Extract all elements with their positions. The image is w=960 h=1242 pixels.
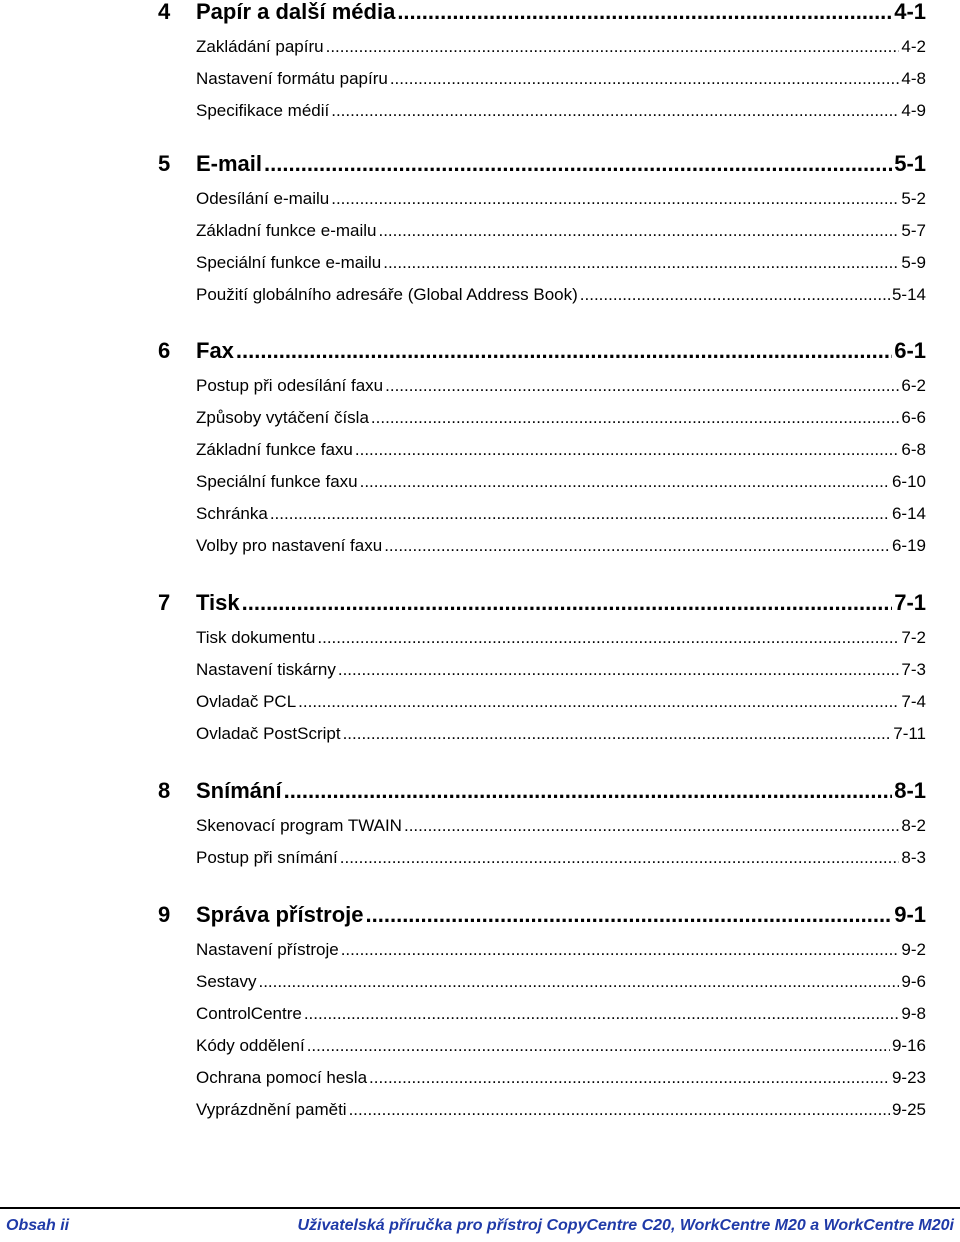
- entry-line: [196, 971, 926, 993]
- dot-leader: [378, 220, 899, 242]
- entry-page-number: 6-10: [891, 472, 926, 491]
- chapter-title: Snímání: [196, 778, 282, 803]
- entry-line: [196, 815, 926, 837]
- dot-leader: [390, 68, 900, 90]
- entry-title: Sestavy: [196, 972, 257, 991]
- entry-title: ControlCentre: [196, 1004, 302, 1023]
- chapter-title: Tisk: [196, 590, 240, 615]
- entry-line: [196, 723, 926, 745]
- toc-chapter-heading[interactable]: [0, 0, 960, 36]
- entry-title: Volby pro nastavení faxu: [196, 536, 383, 555]
- toc-chapter: [0, 0, 960, 120]
- toc-entry[interactable]: [0, 250, 960, 282]
- chapter-line: [196, 150, 926, 178]
- entry-page-number: 5-14: [891, 285, 926, 304]
- entry-page-number: 5-2: [901, 189, 926, 208]
- chapter-number: 9: [158, 902, 171, 927]
- toc-chapter: [0, 778, 960, 867]
- dot-leader: [340, 847, 900, 869]
- entry-page-number: 7-2: [901, 628, 926, 647]
- entry-page-number: 7-11: [893, 724, 926, 743]
- toc-chapter-heading[interactable]: [0, 591, 960, 627]
- entry-title: Ovladač PostScript: [196, 724, 341, 743]
- entry-line: [196, 627, 926, 649]
- dot-leader: [385, 375, 899, 397]
- entry-title: Postup při snímání: [196, 848, 338, 867]
- entry-page-number: 4-2: [901, 37, 926, 56]
- entry-line: [196, 1003, 926, 1025]
- dot-leader: [383, 252, 899, 274]
- dot-leader: [360, 471, 890, 493]
- toc-entry[interactable]: [0, 625, 960, 657]
- entry-page-number: 5-9: [901, 253, 926, 272]
- chapter-line: [196, 901, 926, 929]
- entry-title: Schránka: [196, 504, 268, 523]
- chapter-page-number: 7-1: [894, 590, 926, 615]
- chapter-line: [196, 0, 926, 26]
- toc-entry[interactable]: [0, 501, 960, 533]
- entry-title: Nastavení tiskárny: [196, 660, 336, 679]
- entry-line: [196, 1067, 926, 1089]
- entry-page-number: 8-3: [901, 848, 926, 867]
- dot-leader: [404, 815, 899, 837]
- chapter-number: 4: [158, 0, 171, 24]
- entry-title: Vyprázdnění paměti: [196, 1100, 347, 1119]
- toc-entry[interactable]: [0, 1001, 960, 1033]
- dot-leader: [349, 1099, 890, 1121]
- entry-title: Způsoby vytáčení čísla: [196, 408, 369, 427]
- entry-line: [196, 439, 926, 461]
- entry-line: [196, 252, 926, 274]
- entry-line: [196, 68, 926, 90]
- entry-title: Základní funkce faxu: [196, 440, 353, 459]
- footer-rule: [0, 1207, 960, 1209]
- chapter-title: Správa přístroje: [196, 902, 364, 927]
- entry-page-number: 6-14: [891, 504, 926, 523]
- entry-line: [196, 375, 926, 397]
- toc-entry[interactable]: [0, 1097, 960, 1129]
- toc-entry[interactable]: [0, 34, 960, 66]
- toc-entry[interactable]: [0, 969, 960, 1001]
- toc-chapter-heading[interactable]: [0, 779, 960, 815]
- toc-entry[interactable]: [0, 1065, 960, 1097]
- entry-title: Tisk dokumentu: [196, 628, 316, 647]
- entry-line: [196, 659, 926, 681]
- dot-leader: [331, 188, 899, 210]
- toc-entry[interactable]: [0, 218, 960, 250]
- toc-entry[interactable]: [0, 437, 960, 469]
- dot-leader: [264, 150, 892, 178]
- entry-title: Kódy oddělení: [196, 1036, 305, 1055]
- chapter-line: [196, 777, 926, 805]
- dot-leader: [338, 659, 900, 681]
- toc-entry[interactable]: [0, 657, 960, 689]
- chapter-number: 6: [158, 338, 171, 363]
- dot-leader: [270, 503, 890, 525]
- chapter-line: [196, 337, 926, 365]
- toc-chapter: [0, 151, 960, 304]
- dot-leader: [307, 1035, 890, 1057]
- entry-page-number: 9-23: [891, 1068, 926, 1087]
- entry-line: [196, 503, 926, 525]
- entry-line: [196, 535, 926, 557]
- entry-title: Speciální funkce e-mailu: [196, 253, 382, 272]
- entry-title: Specifikace médií: [196, 101, 330, 120]
- entry-title: Ovladač PCL: [196, 692, 297, 711]
- toc-entry[interactable]: [0, 186, 960, 218]
- toc-entry[interactable]: [0, 405, 960, 437]
- entry-page-number: 9-16: [891, 1036, 926, 1055]
- entry-title: Skenovací program TWAIN: [196, 816, 402, 835]
- toc-entry[interactable]: [0, 845, 960, 877]
- dot-leader: [366, 901, 893, 929]
- toc-chapter-heading[interactable]: [0, 152, 960, 188]
- chapter-number: 5: [158, 151, 171, 176]
- chapter-page-number: 8-1: [894, 778, 926, 803]
- entry-line: [196, 691, 926, 713]
- toc-entry[interactable]: [0, 469, 960, 501]
- dot-leader: [343, 723, 892, 745]
- entry-line: [196, 36, 926, 58]
- dot-leader: [341, 939, 900, 961]
- footer-section-label: Obsah ii: [6, 1217, 70, 1234]
- toc-entry[interactable]: [0, 533, 960, 565]
- entry-title: Ochrana pomocí hesla: [196, 1068, 368, 1087]
- entry-page-number: 9-6: [901, 972, 926, 991]
- dot-leader: [369, 1067, 890, 1089]
- dot-leader: [326, 36, 900, 58]
- entry-line: [196, 847, 926, 869]
- toc-chapter: [0, 338, 960, 555]
- entry-line: [196, 100, 926, 122]
- chapter-page-number: 6-1: [894, 338, 926, 363]
- toc-entry[interactable]: [0, 937, 960, 969]
- toc-entry[interactable]: [0, 813, 960, 845]
- dot-leader: [355, 439, 900, 461]
- chapter-title: Papír a další média: [196, 0, 396, 24]
- dot-leader: [331, 100, 899, 122]
- entry-line: [196, 1035, 926, 1057]
- toc-entry[interactable]: [0, 689, 960, 721]
- footer-manual-title: Uživatelská příručka pro přístroj CopyCentre C20, WorkCentre M20 a WorkCentre M20i: [297, 1217, 954, 1234]
- entry-page-number: 7-4: [901, 692, 926, 711]
- entry-line: [196, 471, 926, 493]
- entry-line: [196, 1099, 926, 1121]
- toc-chapter-heading[interactable]: [0, 903, 960, 939]
- entry-line: [196, 407, 926, 429]
- chapter-line: [196, 589, 926, 617]
- entry-page-number: 9-25: [891, 1100, 926, 1119]
- toc-entry[interactable]: [0, 1033, 960, 1065]
- entry-page-number: 4-9: [901, 101, 926, 120]
- chapter-page-number: 9-1: [894, 902, 926, 927]
- chapter-number: 7: [158, 590, 171, 615]
- dot-leader: [242, 589, 893, 617]
- entry-page-number: 5-7: [901, 221, 926, 240]
- entry-line: [196, 188, 926, 210]
- chapter-title: Fax: [196, 338, 234, 363]
- dot-leader: [580, 284, 890, 306]
- dot-leader: [397, 0, 892, 26]
- entry-title: Odesílání e-mailu: [196, 189, 330, 208]
- toc-entry[interactable]: [0, 98, 960, 130]
- toc-entry[interactable]: [0, 373, 960, 405]
- dot-leader: [371, 407, 900, 429]
- entry-page-number: 8-2: [901, 816, 926, 835]
- entry-title: Zakládání papíru: [196, 37, 324, 56]
- entry-page-number: 9-2: [901, 940, 926, 959]
- dot-leader: [304, 1003, 900, 1025]
- toc-chapter: [0, 902, 960, 1119]
- toc-entry[interactable]: [0, 282, 960, 314]
- dot-leader: [384, 535, 890, 557]
- toc-entry[interactable]: [0, 721, 960, 753]
- dot-leader: [298, 691, 899, 713]
- dot-leader: [317, 627, 899, 649]
- entry-line: [196, 220, 926, 242]
- entry-page-number: 4-8: [901, 69, 926, 88]
- chapter-page-number: 5-1: [894, 151, 926, 176]
- chapter-page-number: 4-1: [894, 0, 926, 24]
- entry-line: [196, 284, 926, 306]
- toc-entry[interactable]: [0, 66, 960, 98]
- entry-title: Použití globálního adresáře (Global Address Book): [196, 285, 578, 304]
- entry-page-number: 9-8: [901, 1004, 926, 1023]
- dot-leader: [284, 777, 893, 805]
- entry-title: Základní funkce e-mailu: [196, 221, 377, 240]
- entry-page-number: 6-6: [901, 408, 926, 427]
- entry-page-number: 6-8: [901, 440, 926, 459]
- toc-chapter-heading[interactable]: [0, 339, 960, 375]
- entry-page-number: 6-19: [891, 536, 926, 555]
- entry-title: Speciální funkce faxu: [196, 472, 358, 491]
- toc-chapter: [0, 590, 960, 743]
- entry-page-number: 6-2: [901, 376, 926, 395]
- dot-leader: [236, 337, 892, 365]
- entry-line: [196, 939, 926, 961]
- entry-title: Postup při odesílání faxu: [196, 376, 384, 395]
- dot-leader: [258, 971, 899, 993]
- entry-page-number: 7-3: [901, 660, 926, 679]
- entry-title: Nastavení formátu papíru: [196, 69, 388, 88]
- entry-title: Nastavení přístroje: [196, 940, 339, 959]
- chapter-number: 8: [158, 778, 171, 803]
- chapter-title: E-mail: [196, 151, 263, 176]
